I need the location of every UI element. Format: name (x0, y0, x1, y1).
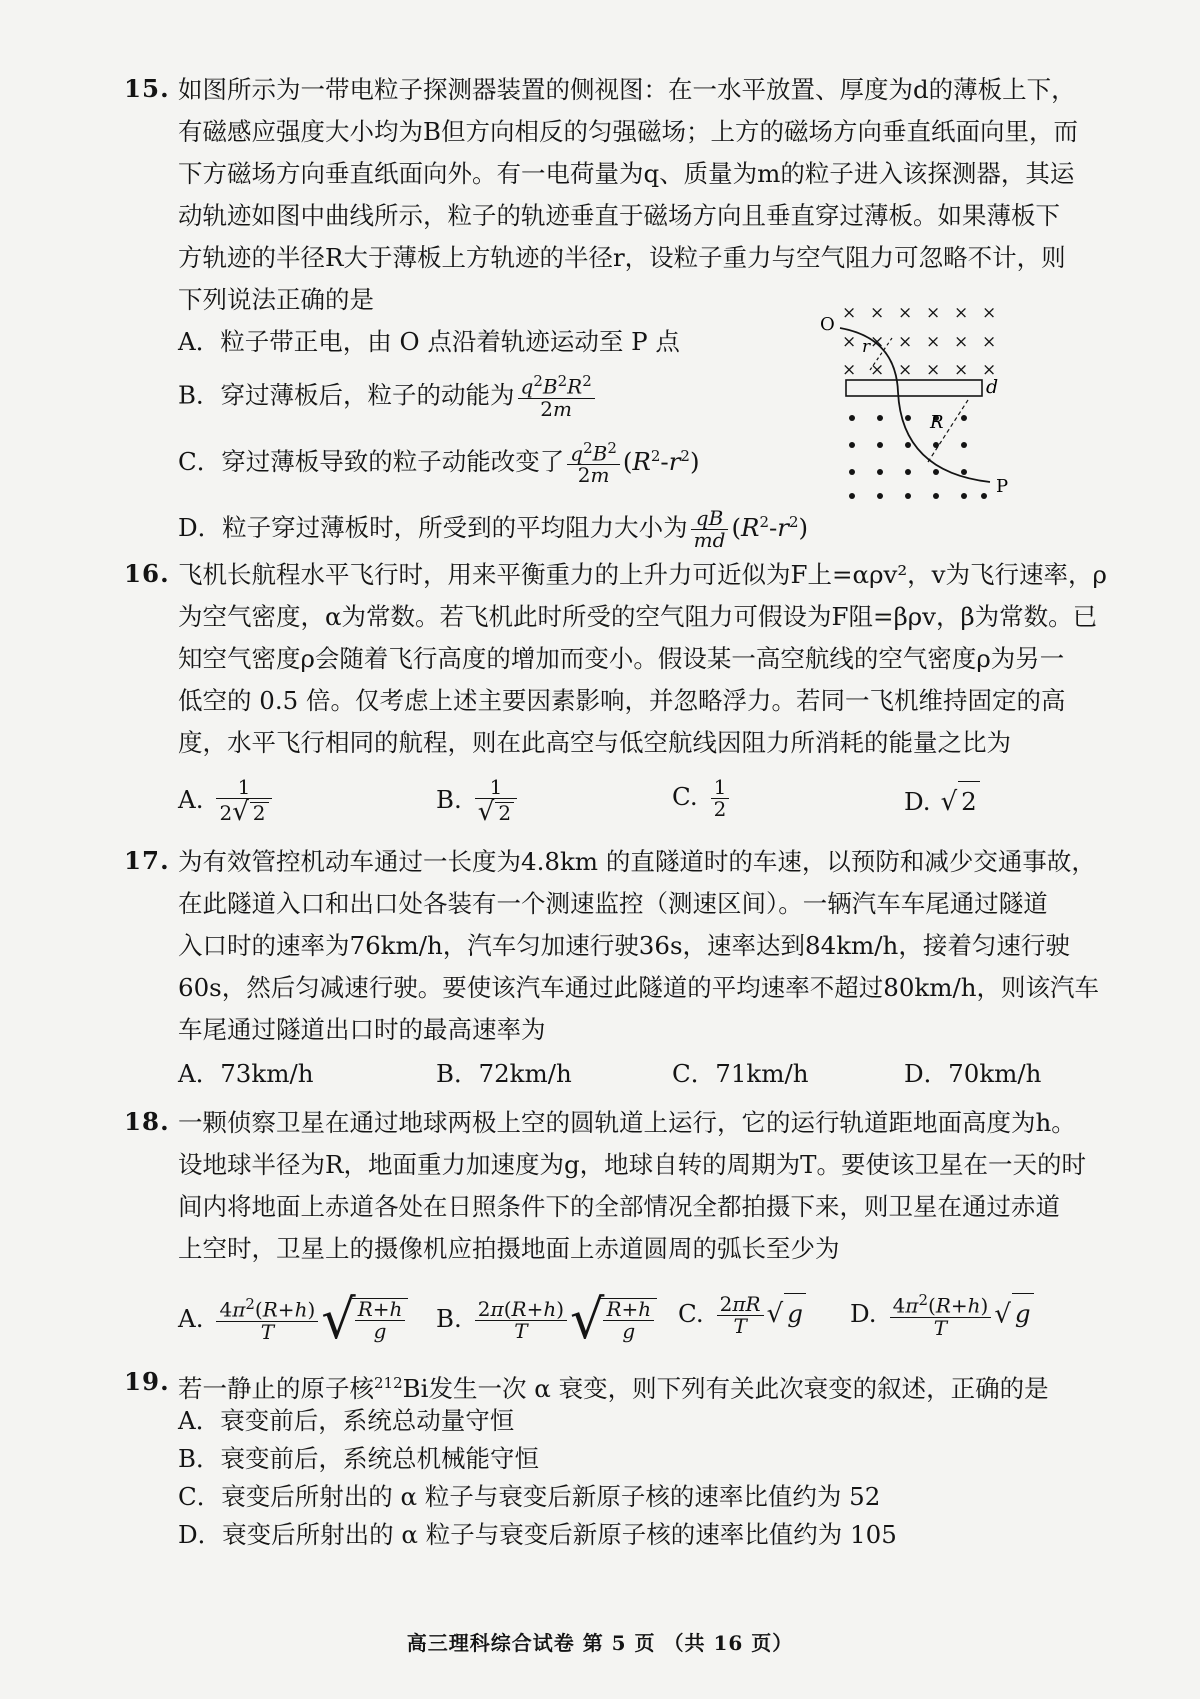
question-text-line: 在此隧道入口和出口处各装有一个测速监控（测速区间）。一辆汽车车尾通过隧道 (178, 889, 1048, 918)
option-b (178, 374, 598, 420)
svg-text:×: × (954, 303, 969, 323)
option-a: A．衰变前后，系统总动量守恒 (178, 1406, 515, 1435)
question-text-line: 如图所示为一带电粒子探测器装置的侧视图：在一水平放置、厚度为d的薄板上下， (178, 75, 1076, 104)
option-a: A. $\frac{1}{2√ 2}$ (178, 777, 275, 826)
label-P: P (996, 476, 1009, 497)
formula-fraction: $\frac{2\pi(R+h)}{T}$ (475, 1299, 567, 1342)
svg-text:×: × (926, 332, 941, 352)
question-text-line: 有磁感应强度大小均为B但方向相反的匀强磁场；上方的磁场方向垂直纸面向里，而 (178, 117, 1079, 146)
svg-text:×: × (926, 360, 941, 380)
label-R: R (930, 412, 944, 433)
question-text-line: 设地球半径为R，地面重力加速度为g，地球自转的周期为T。要使该卫星在一天的时 (178, 1150, 1086, 1179)
question-number: 18. (124, 1107, 170, 1136)
question-number: 16. (124, 559, 170, 588)
formula-fraction: $\frac{qB}{md}$ (691, 508, 729, 551)
svg-text:×: × (842, 303, 857, 323)
svg-text:×: × (954, 360, 969, 380)
question-text-line: 一颗侦察卫星在通过地球两极上空的圆轨道上运行，它的运行轨道距地面高度为h。 (178, 1108, 1076, 1137)
formula-term: $(R^2-r^2)$ (731, 513, 809, 543)
question-text-line: 方轨迹的半径R大于薄板上方轨迹的半径r，设粒子重力与空气阻力可忽略不计，则 (178, 243, 1066, 272)
question-text-line: 下方磁场方向垂直纸面向外。有一电荷量为q、质量为m的粒子进入该探测器，其运 (178, 159, 1075, 188)
option-text: D．粒子穿过薄板时，所受到的平均阻力大小为 (178, 513, 688, 543)
formula-fraction: $\frac{1}{√ 2}$ (475, 777, 517, 826)
question-text-line: 知空气密度ρ会随着飞行高度的增加而变小。假设某一高空航线的空气密度ρ为另一 (178, 644, 1065, 673)
question-text-line: 上空时，卫星上的摄像机应拍摄地面上赤道圆周的弧长至少为 (178, 1234, 840, 1263)
option-b: B．衰变前后，系统总机械能守恒 (178, 1444, 540, 1473)
formula-fraction: $\frac{1}{2√ 2}$ (216, 777, 271, 826)
question-text-line: 入口时的速率为76km/h，汽车匀加速行驶36s，速率达到84km/h，接着匀速行驶 (178, 931, 1070, 960)
formula-fraction: $\frac{q^2B^2}{2m}$ (567, 441, 620, 487)
option-b: B. $\frac{2\pi(R+h)}{T}$ √ $\frac{R+h}{g}$ (436, 1293, 657, 1347)
question-text-line: 间内将地面上赤道各处在日照条件下的全部情况全都拍摄下来，则卫星在通过赤道 (178, 1192, 1060, 1221)
label-d: d (986, 376, 999, 398)
formula-fraction: $\frac{4\pi^2(R+h)}{T}$ (216, 1297, 318, 1343)
svg-text:×: × (982, 360, 997, 380)
option-b: B. $\frac{1}{√ 2}$ (436, 777, 520, 826)
svg-text:×: × (898, 332, 913, 352)
mass-number: 212 (374, 1374, 403, 1392)
question-text-line: 为空气密度，α为常数。若飞机此时所受的空气阻力可假设为F阻=βρv，β为常数。已 (178, 602, 1098, 631)
question-text-line: 若一静止的原子核$^{212}$Bi发生一次 α 衰变，则下列有关此次衰变的叙述，正确的是 (178, 1374, 1049, 1404)
svg-text:×: × (842, 332, 857, 352)
option-b: B．72km/h (436, 1059, 572, 1088)
label-O: O (820, 314, 835, 335)
svg-text:×: × (870, 332, 885, 352)
question-text-line: 度，水平飞行相同的航程，则在此高空与低空航线因阻力所消耗的能量之比为 (178, 728, 1011, 757)
svg-text:×: × (898, 303, 913, 323)
option-c: C．71km/h (672, 1059, 809, 1088)
formula-fraction: $\frac{1}{2}$ (711, 777, 730, 820)
question-text-line: 动轨迹如图中曲线所示，粒子的轨迹垂直于磁场方向且垂直穿过薄板。如果薄板下 (178, 201, 1060, 230)
question-text-line: 60s，然后匀减速行驶。要使该汽车通过此隧道的平均速率不超过80km/h，则该汽车 (178, 973, 1100, 1002)
svg-text:×: × (926, 303, 941, 323)
option-text: B．穿过薄板后，粒子的动能为 (178, 380, 515, 410)
option-c: C．衰变后所射出的 α 粒子与衰变后新原子核的速率比值约为 52 (178, 1482, 881, 1511)
sqrt-content: $\frac{R+h}{g}$ (600, 1298, 657, 1342)
page-footer: 高三理科综合试卷 第 5 页 （共 16 页） (406, 1631, 794, 1655)
option-d: D．70km/h (904, 1059, 1042, 1088)
dot-field-marks (849, 415, 987, 499)
svg-text:×: × (982, 303, 997, 323)
option-a: A．73km/h (178, 1059, 314, 1088)
formula-fraction: $\frac{4\pi^2(R+h)}{T}$ (890, 1293, 992, 1339)
formula-fraction: $\frac{2\pi R}{T}$ (717, 1294, 764, 1337)
option-d (178, 502, 808, 551)
label-r: r (862, 337, 871, 357)
svg-text:×: × (982, 332, 997, 352)
element-symbol: Bi (402, 1374, 429, 1404)
question-number: 17. (124, 846, 170, 875)
option-text: C．穿过薄板导致的粒子动能改变了 (178, 447, 565, 477)
option-d: D．衰变后所射出的 α 粒子与衰变后新原子核的速率比值约为 105 (178, 1520, 897, 1549)
svg-text:×: × (954, 332, 969, 352)
formula-term: $(R^2-r^2)$ (622, 447, 700, 477)
option-c (178, 436, 700, 486)
thin-plate (846, 380, 982, 396)
option-c: C. $\frac{2\pi R}{T}$ √ g (678, 1293, 806, 1337)
option-a: A．粒子带正电，由 O 点沿着轨迹运动至 P 点 (178, 327, 680, 356)
sqrt-symbol: √ (321, 1288, 356, 1351)
question-text-line: 低空的 0.5 倍。仅考虑上述主要因素影响，并忽略浮力。若同一飞机维持固定的高 (178, 686, 1066, 715)
detector-figure (818, 300, 1028, 510)
svg-text:×: × (898, 360, 913, 380)
svg-text:×: × (842, 360, 857, 380)
option-d: D. $\frac{4\pi^2(R+h)}{T}$ √ g (850, 1293, 1034, 1339)
formula-fraction: $\frac{q^2B^2R^2}{2m}$ (518, 374, 595, 420)
question-number: 19. (124, 1367, 170, 1396)
option-c: C. $\frac{1}{2}$ (672, 777, 732, 820)
option-a: A. $\frac{4\pi^2(R+h)}{T}$ √ $\frac{R+h}{g}$ (178, 1293, 408, 1347)
question-number: 15. (124, 74, 170, 103)
question-text-line: 车尾通过隧道出口时的最高速率为 (178, 1015, 546, 1044)
option-d: D. √ 2 (904, 781, 980, 822)
sqrt-symbol: √ (570, 1288, 605, 1351)
question-text-line: 飞机长航程水平飞行时，用来平衡重力的上升力可近似为F上=αρv²，v为飞行速率，ρ (178, 560, 1107, 589)
svg-text:×: × (870, 360, 885, 380)
sqrt-content: $\frac{R+h}{g}$ (352, 1298, 409, 1342)
svg-text:×: × (870, 303, 885, 323)
question-text-line: 下列说法正确的是 (178, 285, 374, 314)
question-text-line: 为有效管控机动车通过一长度为4.8km 的直隧道时的车速，以预防和减少交通事故， (178, 847, 1096, 876)
